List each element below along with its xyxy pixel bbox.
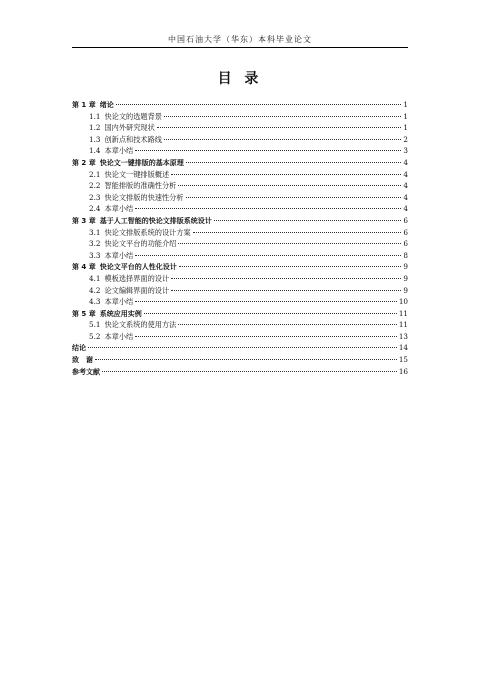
toc-section-entry[interactable] bbox=[72, 145, 408, 157]
toc-section-entry[interactable] bbox=[72, 285, 408, 297]
toc-dot-leader bbox=[178, 185, 401, 186]
toc-entry-number: 1.3 bbox=[89, 134, 101, 144]
toc-section-entry[interactable] bbox=[72, 180, 408, 192]
toc-page-number: 2 bbox=[403, 134, 408, 144]
toc-dot-leader bbox=[164, 139, 401, 140]
toc-chapter-entry[interactable] bbox=[72, 261, 408, 273]
toc-dot-leader bbox=[171, 174, 401, 175]
toc-page-number: 6 bbox=[403, 239, 408, 249]
toc-page-number: 1 bbox=[403, 111, 408, 121]
toc-dot-leader bbox=[179, 266, 402, 267]
toc-entry-number: 4.3 bbox=[89, 297, 101, 307]
toc-page-number: 3 bbox=[403, 146, 408, 156]
toc-dot-leader bbox=[193, 232, 402, 233]
toc-entry-number: 2.1 bbox=[89, 169, 101, 179]
toc-chapter-entry[interactable] bbox=[72, 366, 408, 378]
toc-entry-label: 参考文献 bbox=[72, 367, 100, 376]
toc-page-number: 15 bbox=[398, 355, 408, 365]
toc-section-entry[interactable] bbox=[72, 169, 408, 181]
toc-entry-number: 2.3 bbox=[89, 192, 101, 202]
toc-dot-leader bbox=[164, 116, 401, 117]
toc-section-entry[interactable] bbox=[72, 122, 408, 134]
toc-entry-number: 1.1 bbox=[89, 111, 101, 121]
toc-chapter-entry[interactable] bbox=[72, 342, 408, 354]
toc-section-entry[interactable] bbox=[72, 203, 408, 215]
toc-entry-number: 4.1 bbox=[89, 273, 101, 283]
toc-page-number: 9 bbox=[403, 285, 408, 295]
toc-entry-label: 快论文排版系统的设计方案 bbox=[104, 227, 191, 237]
toc-page-number: 9 bbox=[403, 273, 408, 283]
table-of-contents bbox=[72, 99, 408, 377]
toc-entry-label: 快论文平台的人性化设计 bbox=[99, 263, 177, 272]
toc-entry-label: 系统应用实例 bbox=[99, 309, 142, 318]
toc-entry-number: 5.2 bbox=[89, 331, 101, 341]
toc-section-entry[interactable] bbox=[72, 238, 408, 250]
toc-section-entry[interactable] bbox=[72, 227, 408, 239]
toc-page-number: 4 bbox=[403, 181, 408, 191]
toc-dot-leader bbox=[135, 336, 397, 337]
toc-chapter-entry[interactable] bbox=[72, 308, 408, 320]
toc-entry-number: 3.3 bbox=[89, 250, 101, 260]
toc-page-number: 4 bbox=[403, 157, 408, 167]
toc-entry-label: 快论文排版的快速性分析 bbox=[104, 192, 184, 202]
toc-section-entry[interactable] bbox=[72, 250, 408, 262]
header-rule bbox=[72, 47, 408, 48]
toc-entry-number: 第 2 章 bbox=[72, 158, 96, 167]
toc-entry-number: 第 1 章 bbox=[72, 101, 96, 109]
toc-page-number: 13 bbox=[398, 331, 408, 341]
toc-page-number: 6 bbox=[403, 215, 408, 225]
toc-entry-label: 创新点和技术路线 bbox=[104, 134, 162, 144]
toc-entry-label: 模板选择界面的设计 bbox=[104, 273, 170, 283]
toc-page-number: 9 bbox=[403, 262, 408, 272]
page-title: 目 录 bbox=[217, 71, 263, 87]
toc-page-number: 4 bbox=[403, 192, 408, 202]
toc-entry-label: 本章小结 bbox=[104, 250, 134, 260]
toc-dot-leader bbox=[95, 359, 397, 360]
toc-dot-leader bbox=[178, 324, 397, 325]
toc-entry-label: 致 谢 bbox=[72, 356, 93, 365]
toc-chapter-entry[interactable] bbox=[72, 99, 408, 111]
toc-dot-leader bbox=[135, 301, 397, 302]
toc-entry-number: 2.2 bbox=[89, 181, 101, 191]
toc-page-number: 10 bbox=[398, 297, 408, 307]
toc-page-number: 4 bbox=[403, 169, 408, 179]
toc-entry-label: 快论文的选题背景 bbox=[104, 111, 162, 121]
toc-entry-number: 1.4 bbox=[89, 146, 101, 156]
toc-dot-leader bbox=[144, 313, 397, 314]
toc-dot-leader bbox=[171, 290, 401, 291]
page-header: 中国石油大学（华东）本科毕业论文 bbox=[168, 35, 312, 44]
toc-entry-number: 第 5 章 bbox=[72, 309, 96, 318]
toc-entry-label: 本章小结 bbox=[104, 297, 134, 307]
toc-dot-leader bbox=[157, 127, 402, 128]
toc-dot-leader bbox=[178, 243, 401, 244]
toc-dot-leader bbox=[102, 371, 397, 372]
toc-page-number: 6 bbox=[403, 227, 408, 237]
toc-page-number: 11 bbox=[398, 320, 408, 330]
toc-section-entry[interactable] bbox=[72, 296, 408, 308]
toc-section-entry[interactable] bbox=[72, 331, 408, 343]
toc-section-entry[interactable] bbox=[72, 134, 408, 146]
toc-entry-number: 5.1 bbox=[89, 320, 101, 330]
toc-entry-number: 3.2 bbox=[89, 239, 101, 249]
toc-dot-leader bbox=[135, 255, 401, 256]
toc-entry-label: 本章小结 bbox=[104, 331, 134, 341]
toc-entry-label: 快论文系统的使用方法 bbox=[104, 320, 177, 330]
toc-chapter-entry[interactable] bbox=[72, 215, 408, 227]
toc-entry-number: 第 3 章 bbox=[72, 216, 96, 225]
toc-entry-label: 快论文一键排版的基本原理 bbox=[99, 158, 184, 167]
toc-entry-label: 本章小结 bbox=[104, 204, 134, 214]
toc-dot-leader bbox=[214, 220, 402, 221]
toc-entry-label: 快论文一键排版概述 bbox=[104, 169, 170, 179]
toc-entry-label: 智能排版的准确性分析 bbox=[104, 181, 177, 191]
toc-entry-label: 绪论 bbox=[99, 101, 114, 109]
toc-entry-label: 本章小结 bbox=[104, 146, 134, 156]
toc-page-number: 1 bbox=[403, 123, 408, 133]
toc-page-number: 8 bbox=[403, 250, 408, 260]
toc-dot-leader bbox=[116, 104, 402, 105]
toc-dot-leader bbox=[135, 150, 401, 151]
toc-entry-number: 4.2 bbox=[89, 285, 101, 295]
toc-dot-leader bbox=[186, 197, 402, 198]
toc-section-entry[interactable] bbox=[72, 273, 408, 285]
toc-entry-number: 第 4 章 bbox=[72, 263, 96, 272]
toc-entry-label: 国内外研究现状 bbox=[104, 123, 155, 133]
toc-dot-leader bbox=[171, 278, 401, 279]
toc-page-number: 11 bbox=[398, 308, 408, 318]
toc-chapter-entry[interactable] bbox=[72, 157, 408, 169]
toc-dot-leader bbox=[88, 347, 397, 348]
toc-entry-label: 基于人工智能的快论文排版系统设计 bbox=[99, 216, 212, 225]
toc-entry-label: 快论文平台的功能介绍 bbox=[104, 239, 177, 249]
toc-chapter-entry[interactable] bbox=[72, 354, 408, 366]
toc-entry-number: 3.1 bbox=[89, 227, 101, 237]
toc-entry-number: 2.4 bbox=[89, 204, 101, 214]
toc-section-entry[interactable] bbox=[72, 111, 408, 123]
toc-dot-leader bbox=[186, 162, 402, 163]
toc-dot-leader bbox=[135, 208, 401, 209]
toc-section-entry[interactable] bbox=[72, 319, 408, 331]
toc-page-number: 14 bbox=[398, 343, 408, 353]
toc-page-number: 1 bbox=[403, 100, 408, 109]
toc-entry-label: 结论 bbox=[72, 344, 86, 353]
toc-section-entry[interactable] bbox=[72, 192, 408, 204]
toc-entry-label: 论文编辑界面的设计 bbox=[104, 285, 170, 295]
toc-page-number: 16 bbox=[398, 366, 408, 376]
toc-page-number: 4 bbox=[403, 204, 408, 214]
toc-entry-number: 1.2 bbox=[89, 123, 101, 133]
